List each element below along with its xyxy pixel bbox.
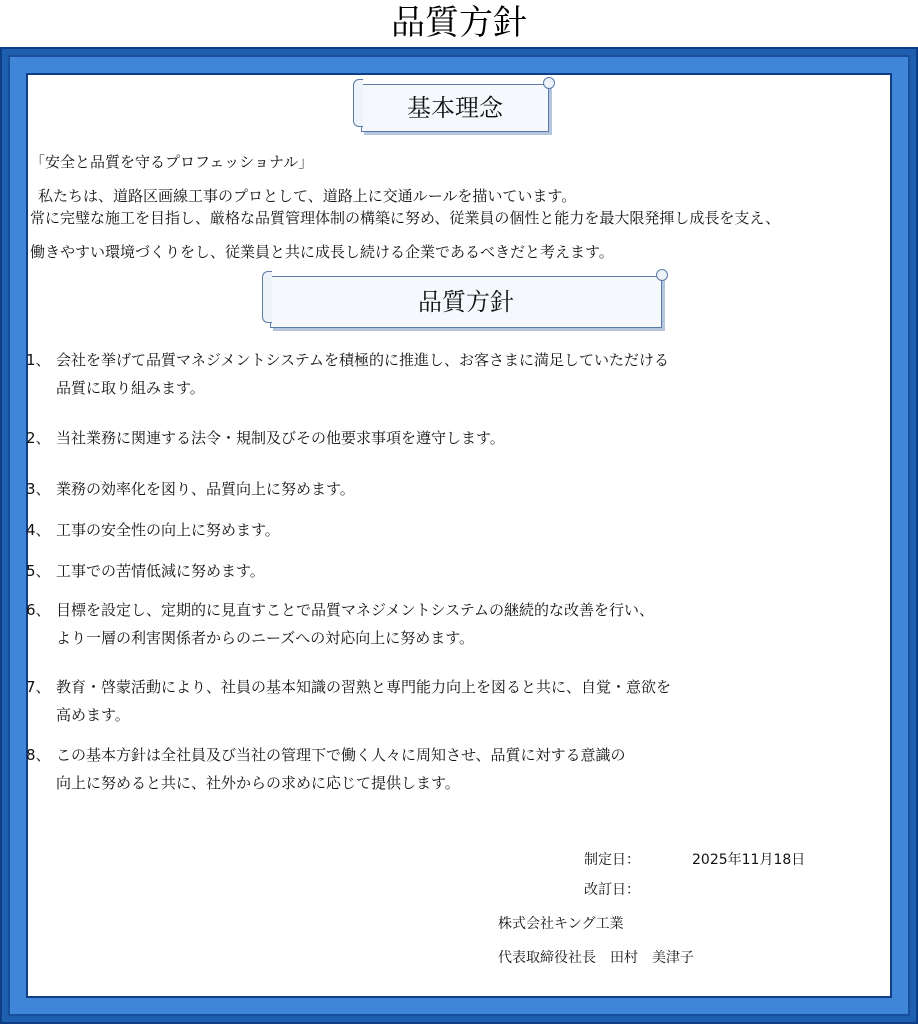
policy-item-text: 業務の効率化を図り、品質向上に努めます。 bbox=[56, 480, 355, 498]
established-label: 制定日： bbox=[584, 852, 640, 868]
philosophy-line-2: 常に完璧な施工を目指し、厳格な品質管理体制の構築に努め、従業員の個性と能力を最大限発揮し成長を支え、 bbox=[30, 209, 781, 227]
policy-item-text-cont: 高めます。 bbox=[56, 706, 130, 724]
policy-item-3 bbox=[26, 479, 355, 499]
policy-item-7 bbox=[26, 677, 671, 725]
representative-name: 代表取締役社長 田村 美津子 bbox=[498, 950, 694, 966]
policy-item-4 bbox=[26, 520, 280, 540]
policy-item-number: 4、 bbox=[26, 521, 51, 539]
policy-item-text: 会社を挙げて品質マネジメントシステムを積極的に推進し、お客さまに満足していただける bbox=[56, 351, 670, 369]
policy-item-2 bbox=[26, 428, 505, 448]
revised-label: 改訂日： bbox=[584, 882, 640, 898]
philosophy-heading: 基本理念 bbox=[407, 94, 503, 122]
policy-item-text: 目標を設定し、定期的に見直すことで品質マネジメントシステムの継続的な改善を行い、 bbox=[56, 601, 655, 619]
policy-item-8 bbox=[26, 745, 626, 793]
policy-item-number: 1、 bbox=[26, 351, 51, 369]
policy-item-text-cont: 品質に取り組みます。 bbox=[56, 379, 205, 397]
policy-item-5 bbox=[26, 561, 265, 581]
company-name: 株式会社キング工業 bbox=[498, 916, 624, 932]
policy-item-number: 3、 bbox=[26, 480, 51, 498]
policy-item-6 bbox=[26, 600, 654, 648]
established-date: 2025年11月18日 bbox=[692, 852, 806, 868]
policy-item-text: 当社業務に関連する法令・規制及びその他要求事項を遵守します。 bbox=[56, 429, 505, 447]
philosophy-line-1: 私たちは、道路区画線工事のプロとして、道路上に交通ルールを描いています。 bbox=[38, 187, 577, 205]
policy-item-number: 2、 bbox=[26, 429, 51, 447]
philosophy-line-3: 働きやすい環境づくりをし、従業員と共に成長し続ける企業であるべきだと考えます。 bbox=[30, 243, 614, 261]
policy-item-text-cont: 向上に努めると共に、社外からの求めに応じて提供します。 bbox=[56, 774, 460, 792]
policy-item-number: 5、 bbox=[26, 562, 51, 580]
policy-item-number: 7、 bbox=[26, 678, 51, 696]
page-title: 品質方針 bbox=[391, 3, 527, 43]
policy-heading-banner bbox=[270, 276, 662, 328]
policy-item-number: 8、 bbox=[26, 746, 51, 764]
philosophy-motto: 「安全と品質を守るプロフェッショナル」 bbox=[30, 153, 314, 171]
policy-item-text-cont: より一層の利害関係者からのニーズへの対応向上に努めます。 bbox=[56, 629, 475, 647]
policy-item-text: 工事の安全性の向上に努めます。 bbox=[56, 521, 280, 539]
philosophy-heading-banner bbox=[361, 84, 549, 132]
policy-item-text: この基本方針は全社員及び当社の管理下で働く人々に周知させ、品質に対する意識の bbox=[56, 746, 626, 764]
policy-item-number: 6、 bbox=[26, 601, 51, 619]
policy-heading: 品質方針 bbox=[418, 288, 514, 316]
policy-item-1 bbox=[26, 350, 669, 398]
policy-item-text: 教育・啓蒙活動により、社員の基本知識の習熟と専門能力向上を図ると共に、自覚・意欲を bbox=[56, 678, 672, 696]
policy-item-text: 工事での苦情低減に努めます。 bbox=[56, 562, 265, 580]
